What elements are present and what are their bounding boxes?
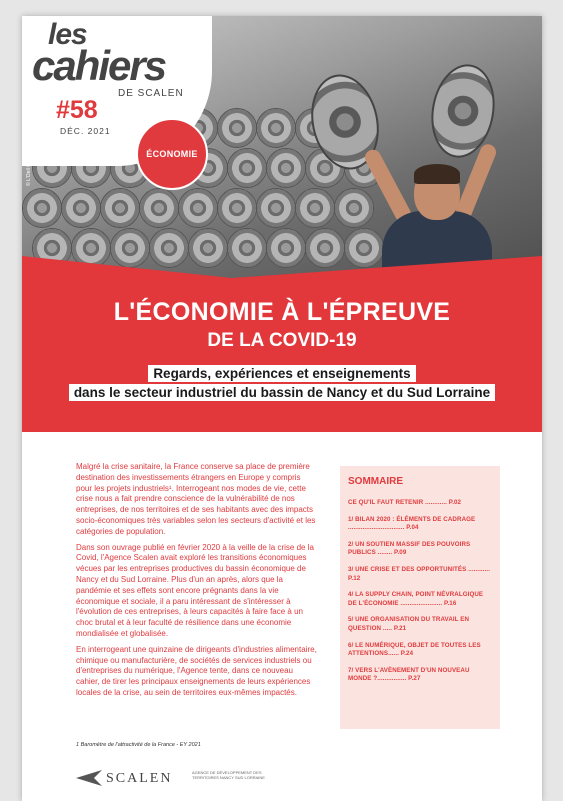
- rack-disc: [227, 148, 267, 188]
- footnote: 1 Baromètre de l'attractivité de la France - EY 2021: [76, 742, 201, 748]
- toc-item[interactable]: 6/ LE NUMÉRIQUE, OBJET DE TOUTES LES ATTENTIONS...... P.24: [348, 641, 481, 658]
- rack-disc: [100, 188, 140, 228]
- toc-item[interactable]: 2/ UN SOUTIEN MASSIF DES POUVOIRS PUBLICS ........ P.09: [348, 540, 471, 557]
- toc-heading: SOMMAIRE: [348, 476, 403, 487]
- logo-de-scalen: DE SCALEN: [118, 88, 184, 99]
- logo-les: les: [48, 18, 87, 51]
- intro-paragraph-1: Malgré la crise sanitaire, la France conserve sa place de première destination des investissements étrangers en Europe y compris pour les projets industriels¹. Interrogeant nos modes de vie, cette crise nous a fait prendre conscience de la vulnérabilité de nos entreprises, de nos territoires et de ses habitants avec des impacts socio-économiques très variables selon les secteurs d'activité et les catégories de population.: [76, 462, 316, 536]
- toc-item[interactable]: 7/ VERS L'AVÈNEMENT D'UN NOUVEAU MONDE ?................ P.27: [348, 666, 470, 683]
- scalen-tagline: AGENCE DE DÉVELOPPEMENT DES TERRITOIRES NANCY SUD LORRAINE: [192, 770, 265, 780]
- rack-disc: [295, 188, 335, 228]
- rack-disc: [217, 188, 257, 228]
- issue-number: #58: [56, 96, 98, 124]
- band-notch-left: [22, 256, 232, 278]
- rack-disc: [256, 188, 296, 228]
- section-badge: [136, 118, 208, 190]
- band-notch-right: [232, 256, 542, 278]
- rack-disc: [217, 108, 257, 148]
- intro-paragraph-2: Dans son ouvrage publié en février 2020 à la veille de la crise de la Covid, l'Agence Scalen avait exploré les transitions économiques vécues par les entreprises productives du bassin économique de Nancy et du Sud Lorraine. Plus d'un an après, alors que la pandémie et ses effets sont encore prégnants dans la vie économique et sociale, il a paru intéressant de s'intéresser à l'évolution de ces entreprises, à leurs capacités à faire face à un choc brutal et à leur faculté de résilience dans une économie mondialisée et globalisée.: [76, 542, 314, 638]
- toc-item[interactable]: 1/ BILAN 2020 : ÉLÉMENTS DE CADRAGE ............................... P.04: [348, 515, 476, 532]
- title-band: [22, 278, 542, 432]
- subtitle: [22, 364, 542, 402]
- intro-paragraph-3: En interrogeant une quinzaine de dirigeants d'industries alimentaire, chimique ou manufacturière, de sociétés de services industriels ou d'entreprises du numérique, l'Agence tente, dans ce nouveau cahier, de tirer les principaux enseignements de leurs expériences locales de la crise, au sein de territoires eux-mêmes impactés.: [76, 644, 317, 697]
- main-title-line2: DE LA COVID-19: [207, 330, 357, 351]
- toc-item[interactable]: 3/ UNE CRISE ET DES OPPORTUNITÉS ............ P.12: [348, 565, 491, 582]
- intro-text: [76, 462, 318, 704]
- rack-disc: [22, 188, 62, 228]
- rack-disc: [61, 188, 101, 228]
- toc-item[interactable]: 4/ LA SUPPLY CHAIN, POINT NÉVRALGIQUE DE L'ÉCONOMIE ....................... P.16: [348, 591, 484, 607]
- subtitle-line2: dans le secteur industriel du bassin de Nancy et du Sud Lorraine: [69, 384, 495, 401]
- table-of-contents: [340, 466, 500, 729]
- brochure-cover: [22, 16, 542, 801]
- logo-cahiers: cahiers: [32, 42, 166, 89]
- rack-disc: [178, 188, 218, 228]
- footer: [76, 768, 276, 790]
- rack-disc: [334, 188, 374, 228]
- rack-disc: [139, 188, 179, 228]
- main-title-line1: L'ÉCONOMIE À L'ÉPREUVE: [113, 298, 451, 326]
- toc-item[interactable]: CE QU'IL FAUT RETENIR ............ P.02: [348, 499, 462, 506]
- rack-disc: [266, 148, 306, 188]
- scalen-brand: SCALEN: [106, 771, 173, 786]
- issue-date: DÉC. 2021: [60, 126, 111, 136]
- toc-item[interactable]: 5/ UNE ORGANISATION DU TRAVAIL EN QUESTION ..... P.21: [348, 616, 470, 632]
- scalen-logo-icon: [76, 770, 102, 786]
- rack-disc: [256, 108, 296, 148]
- section-badge-label: ÉCONOMIE: [146, 149, 198, 159]
- subtitle-line1: Regards, expériences et enseignements: [148, 365, 415, 382]
